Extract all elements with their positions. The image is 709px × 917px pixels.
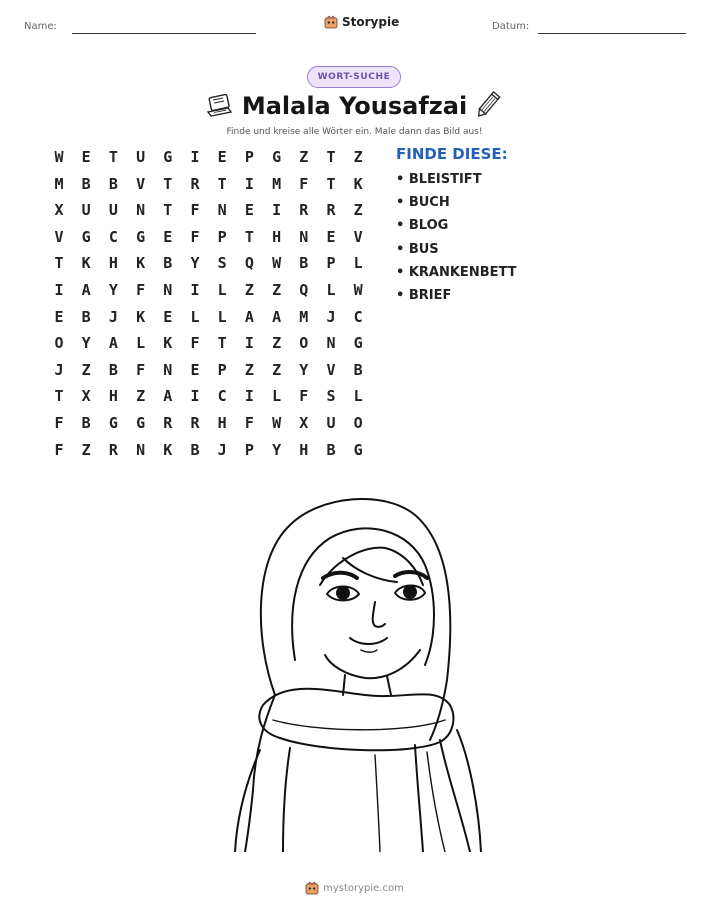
grid-letter[interactable]: B (108, 174, 118, 193)
grid-letter[interactable]: L (217, 281, 227, 299)
grid-letter[interactable]: G (353, 440, 363, 459)
grid-letter[interactable]: Z (272, 334, 282, 353)
grid-letter[interactable]: C (353, 307, 363, 326)
grid-letter[interactable]: A (272, 307, 282, 326)
storypie-logo-icon (324, 15, 338, 29)
grid-letter[interactable]: I (190, 148, 200, 166)
grid-letter[interactable]: N (136, 201, 146, 220)
grid-letter[interactable]: K (353, 174, 363, 193)
grid-letter[interactable]: B (353, 360, 363, 379)
grid-letter[interactable]: B (326, 440, 336, 459)
grid-letter[interactable]: Q (299, 281, 309, 299)
grid-letter[interactable]: P (217, 227, 227, 246)
grid-letter[interactable]: T (244, 227, 254, 246)
grid-letter[interactable]: J (326, 307, 336, 326)
storypie-logo-icon (305, 881, 319, 895)
grid-letter[interactable]: Y (81, 334, 91, 353)
grid-letter[interactable]: Z (81, 360, 91, 379)
grid-letter[interactable]: M (299, 307, 309, 326)
grid-letter[interactable]: T (54, 387, 64, 406)
grid-letter[interactable]: G (353, 334, 363, 353)
grid-letter[interactable]: Z (136, 387, 146, 406)
grid-letter[interactable]: J (217, 440, 227, 459)
grid-letter[interactable]: N (136, 440, 146, 459)
grid-letter[interactable]: P (326, 254, 336, 273)
grid-letter[interactable]: A (81, 281, 91, 299)
date-label: Datum: (492, 21, 530, 32)
grid-letter[interactable]: R (299, 201, 309, 220)
grid-letter[interactable]: U (136, 148, 146, 166)
grid-letter[interactable]: B (190, 440, 200, 459)
grid-letter[interactable]: Z (244, 281, 254, 299)
grid-letter[interactable]: H (272, 227, 282, 246)
grid-letter[interactable]: G (136, 227, 146, 246)
grid-letter[interactable]: F (190, 334, 200, 353)
pencil-icon (472, 91, 502, 121)
grid-letter[interactable]: K (81, 254, 91, 273)
grid-letter[interactable]: Y (190, 254, 200, 273)
brand-name: Storypie (342, 15, 400, 29)
grid-letter[interactable]: N (163, 281, 173, 299)
grid-letter[interactable]: U (326, 414, 336, 432)
grid-letter[interactable]: I (190, 281, 200, 299)
grid-letter[interactable]: T (326, 148, 336, 166)
grid-letter[interactable]: M (54, 174, 64, 193)
grid-letter[interactable]: C (217, 387, 227, 406)
grid-letter[interactable]: B (299, 254, 309, 273)
footer (0, 881, 709, 895)
grid-letter[interactable]: F (54, 440, 64, 459)
grid-letter[interactable]: N (217, 201, 227, 220)
grid-letter[interactable]: R (190, 174, 200, 193)
grid-letter[interactable]: N (326, 334, 336, 353)
word-list-item: • BLEISTIFT (396, 172, 482, 187)
grid-letter[interactable]: P (244, 440, 254, 459)
coloring-illustration[interactable] (225, 490, 485, 852)
grid-letter[interactable]: F (190, 201, 200, 220)
grid-letter[interactable]: T (326, 174, 336, 193)
grid-letter[interactable]: X (81, 387, 91, 406)
grid-letter[interactable]: Y (299, 360, 309, 379)
word-list-item: • BRIEF (396, 288, 452, 303)
grid-letter[interactable]: B (163, 254, 173, 273)
grid-letter[interactable]: E (190, 360, 200, 379)
grid-letter[interactable]: R (108, 440, 118, 459)
grid-letter[interactable]: L (217, 307, 227, 326)
grid-letter[interactable]: Y (108, 281, 118, 299)
grid-letter[interactable]: Z (244, 360, 254, 379)
grid-letter[interactable]: Z (353, 148, 363, 166)
grid-letter[interactable]: I (190, 387, 200, 406)
grid-letter[interactable]: I (244, 334, 254, 353)
grid-letter[interactable]: I (244, 174, 254, 193)
grid-letter[interactable]: K (163, 440, 173, 459)
date-line[interactable] (538, 33, 686, 34)
grid-letter[interactable]: R (326, 201, 336, 220)
grid-letter[interactable]: N (299, 227, 309, 246)
grid-letter[interactable]: A (163, 387, 173, 406)
grid-letter[interactable]: M (272, 174, 282, 193)
grid-letter[interactable]: B (81, 174, 91, 193)
grid-letter[interactable]: V (136, 174, 146, 193)
worksheet-type-badge: WORT-SUCHE (307, 66, 401, 88)
grid-letter[interactable]: E (244, 201, 254, 220)
grid-letter[interactable]: Z (272, 281, 282, 299)
grid-letter[interactable]: F (244, 414, 254, 432)
grid-letter[interactable]: T (217, 334, 227, 353)
word-list-item: • KRANKENBETT (396, 265, 517, 280)
grid-letter[interactable]: W (353, 281, 363, 299)
grid-letter[interactable]: V (54, 227, 64, 246)
grid-letter[interactable]: Z (353, 201, 363, 220)
grid-letter[interactable]: W (272, 254, 282, 273)
grid-letter[interactable]: L (353, 387, 363, 406)
grid-letter[interactable]: L (326, 281, 336, 299)
grid-letter[interactable]: T (163, 174, 173, 193)
grid-letter[interactable]: R (190, 414, 200, 432)
grid-letter[interactable]: E (54, 307, 64, 326)
grid-letter[interactable]: O (299, 334, 309, 353)
footer-url: mystorypie.com (323, 882, 404, 894)
grid-letter[interactable]: U (108, 201, 118, 220)
grid-letter[interactable]: Z (272, 360, 282, 379)
grid-letter[interactable]: L (136, 334, 146, 353)
grid-letter[interactable]: F (299, 387, 309, 406)
grid-letter[interactable]: B (108, 360, 118, 379)
grid-letter[interactable]: G (81, 227, 91, 246)
grid-letter[interactable]: K (163, 334, 173, 353)
grid-letter[interactable]: E (217, 148, 227, 166)
grid-letter[interactable]: P (244, 148, 254, 166)
grid-letter[interactable]: F (190, 227, 200, 246)
grid-letter[interactable]: I (244, 387, 254, 406)
instructions: Finde und kreise alle Wörter ein. Male dann das Bild aus! (226, 127, 483, 137)
grid-letter[interactable]: T (163, 201, 173, 220)
grid-letter[interactable]: A (108, 334, 118, 353)
grid-letter[interactable]: H (299, 440, 309, 459)
grid-letter[interactable]: W (272, 414, 282, 432)
grid-letter[interactable]: C (108, 227, 118, 246)
grid-letter[interactable]: F (54, 414, 64, 432)
word-list-item: • BLOG (396, 218, 449, 233)
grid-letter[interactable]: I (272, 201, 282, 220)
grid-letter[interactable]: Z (299, 148, 309, 166)
grid-letter[interactable]: H (108, 254, 118, 273)
grid-letter[interactable]: E (163, 227, 173, 246)
word-list-item: • BUS (396, 242, 439, 257)
grid-letter[interactable]: A (244, 307, 254, 326)
grid-letter[interactable]: J (54, 360, 64, 379)
grid-letter[interactable]: G (272, 148, 282, 166)
grid-letter[interactable]: E (326, 227, 336, 246)
grid-letter[interactable]: O (353, 414, 363, 432)
brand-logo (324, 15, 399, 29)
grid-letter[interactable]: O (54, 334, 64, 353)
grid-letter[interactable]: K (136, 254, 146, 273)
grid-letter[interactable]: J (108, 307, 118, 326)
page-title: Malala Yousafzai (241, 92, 468, 120)
word-list-title: FINDE DIESE: (396, 145, 508, 163)
grid-letter[interactable]: L (190, 307, 200, 326)
grid-letter[interactable]: K (136, 307, 146, 326)
grid-letter[interactable]: S (326, 387, 336, 406)
grid-letter[interactable]: V (326, 360, 336, 379)
grid-letter[interactable]: B (81, 307, 91, 326)
grid-letter[interactable]: W (54, 148, 64, 166)
grid-letter[interactable]: Y (272, 440, 282, 459)
name-line[interactable] (72, 33, 256, 34)
grid-letter[interactable]: I (54, 281, 64, 299)
grid-letter[interactable]: V (353, 227, 363, 246)
grid-letter[interactable]: X (54, 201, 64, 220)
grid-letter[interactable]: H (217, 414, 227, 432)
grid-letter[interactable]: S (217, 254, 227, 273)
grid-letter[interactable]: T (108, 148, 118, 166)
grid-letter[interactable]: F (299, 174, 309, 193)
grid-letter[interactable]: U (81, 201, 91, 220)
grid-letter[interactable]: H (108, 387, 118, 406)
grid-letter[interactable]: R (163, 414, 173, 432)
grid-letter[interactable]: P (217, 360, 227, 379)
grid-letter[interactable]: E (81, 148, 91, 166)
grid-letter[interactable]: G (108, 414, 118, 432)
grid-letter[interactable]: B (81, 414, 91, 432)
grid-letter[interactable]: Q (244, 254, 254, 273)
grid-letter[interactable]: G (136, 414, 146, 432)
grid-letter[interactable]: T (54, 254, 64, 273)
grid-letter[interactable]: L (353, 254, 363, 273)
grid-letter[interactable]: N (163, 360, 173, 379)
grid-letter[interactable]: F (136, 281, 146, 299)
grid-letter[interactable]: F (136, 360, 146, 379)
grid-letter[interactable]: E (163, 307, 173, 326)
grid-letter[interactable]: G (163, 148, 173, 166)
grid-letter[interactable]: X (299, 414, 309, 432)
grid-letter[interactable]: T (217, 174, 227, 193)
name-label: Name: (24, 21, 57, 32)
grid-letter[interactable]: Z (81, 440, 91, 459)
word-list-item: • BUCH (396, 195, 450, 210)
grid-letter[interactable]: L (272, 387, 282, 406)
